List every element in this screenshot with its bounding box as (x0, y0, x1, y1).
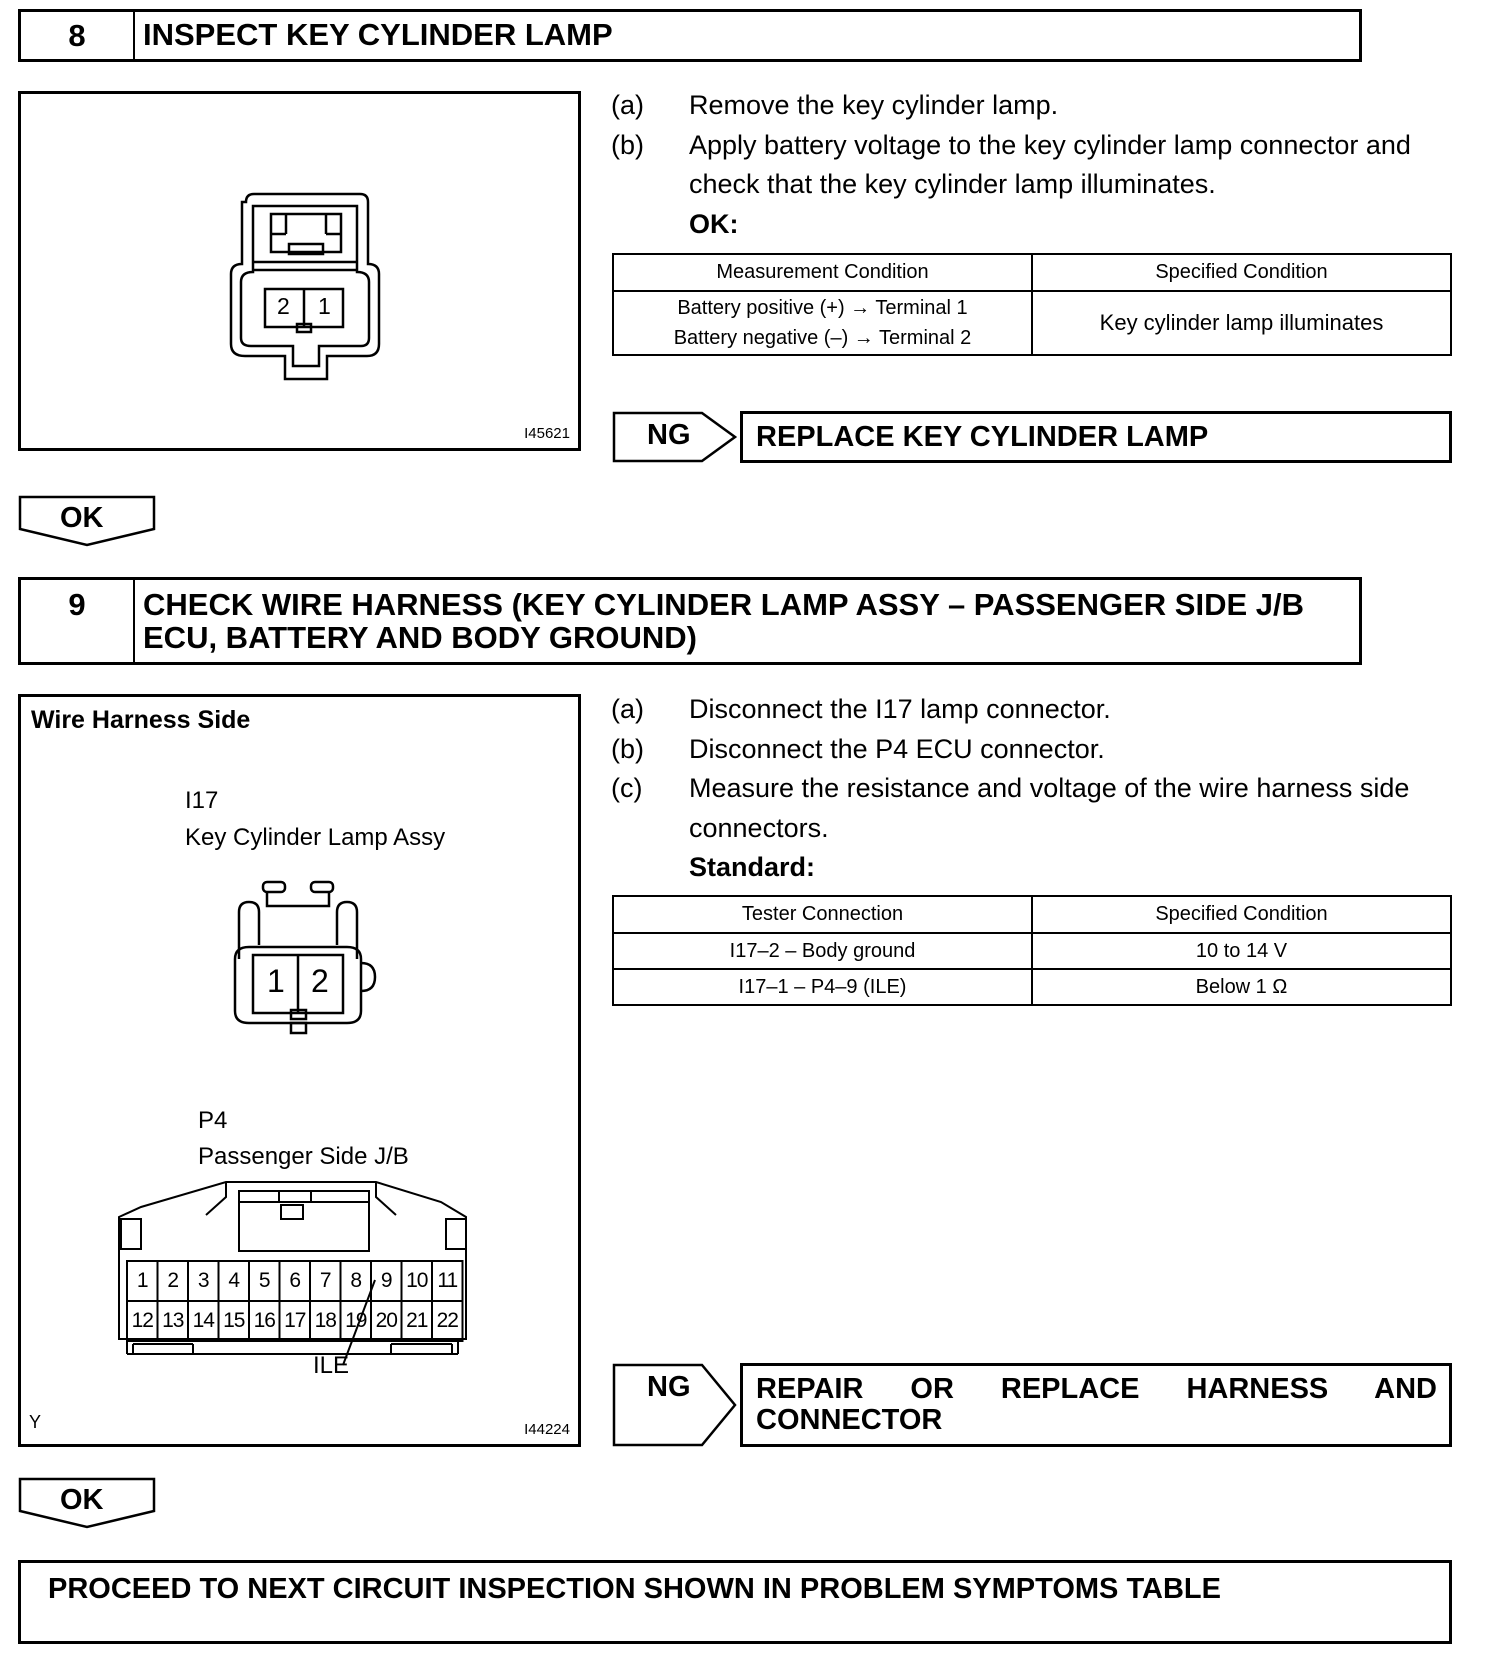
pin-label: ILE (313, 1352, 350, 1379)
pin-number: 5 (258, 1269, 270, 1292)
pin-number: 22 (436, 1309, 458, 1332)
pin-number: 6 (289, 1269, 301, 1292)
terminal-label: 2 (277, 293, 290, 319)
figure-code: I45621 (524, 425, 570, 442)
table-cell: Below 1 Ω (1032, 969, 1451, 1005)
ok-label: OK (60, 502, 104, 534)
terminal-label: 1 (267, 963, 285, 999)
table-cell: Battery positive (+) → Terminal 1 Battery negative (–) → Terminal 2 (613, 291, 1032, 355)
pin-number: 12 (131, 1309, 153, 1332)
figure-code: I44224 (524, 1421, 570, 1438)
step-title: CHECK WIRE HARNESS (KEY CYLINDER LAMP ASSY – PASSENGER SIDE J/B ECU, BATTERY AND BODY GROUND) (143, 587, 1304, 655)
instruction-item: (a) Disconnect the I17 lamp connector. (611, 694, 1111, 724)
pin-number: 15 (223, 1309, 245, 1332)
pin-number: 2 (167, 1269, 179, 1292)
table-header: Specified Condition (1032, 254, 1451, 291)
instruction-item: (c) Measure the resistance and voltage of the wire harness side connectors. (611, 773, 1410, 843)
step9-ng-result: REPAIR OR REPLACE HARNESS AND CONNECTOR (740, 1363, 1452, 1447)
table-header: Measurement Condition (613, 254, 1032, 291)
pin-number: 4 (228, 1269, 240, 1292)
table-row (613, 933, 1451, 969)
standard-label: Standard: (689, 852, 816, 882)
step-number: 9 (21, 580, 135, 662)
instruction-item: (b) Apply battery voltage to the key cylinder lamp connector and check that the key cylinder lamp illuminates. (611, 129, 1411, 199)
connector-id: I17 (185, 787, 219, 814)
table-cell: Key cylinder lamp illuminates (1032, 291, 1451, 355)
table-cell: 10 to 14 V (1032, 933, 1451, 969)
connector-id: P4 (198, 1107, 228, 1134)
step8-ng-result: REPLACE KEY CYLINDER LAMP (740, 411, 1452, 463)
pin-number: 18 (314, 1309, 336, 1332)
corner-label: Y (29, 1412, 42, 1432)
ng-label: NG (647, 1371, 691, 1403)
step9-spec-table (612, 895, 1452, 1006)
pin-number: 3 (197, 1269, 209, 1292)
ok-label: OK: (689, 208, 739, 239)
pin-number: 21 (406, 1309, 428, 1332)
step8-ok-arrow (18, 495, 156, 547)
step8-figure (18, 91, 581, 451)
pin-number: 16 (253, 1309, 275, 1332)
ok-label: OK (60, 1484, 104, 1516)
step9-instructions (611, 690, 1461, 888)
terminal-label: 1 (318, 293, 331, 319)
table-header: Tester Connection (613, 896, 1032, 933)
instruction-item: (b) Disconnect the P4 ECU connector. (611, 733, 1105, 764)
step8-spec-table (612, 253, 1452, 356)
step9-header (18, 577, 1362, 665)
table-cell: I17–1 – P4–9 (ILE) (613, 969, 1032, 1005)
pin-number: 1 (136, 1269, 148, 1292)
pin-number: 20 (375, 1309, 397, 1332)
connector-name: Passenger Side J/B (198, 1143, 409, 1170)
step-number: 8 (21, 12, 135, 59)
pin-number: 11 (437, 1269, 458, 1292)
instruction-item: (a) Remove the key cylinder lamp. (611, 90, 1059, 120)
table-cell: I17–2 – Body ground (613, 933, 1032, 969)
lamp-connector-diagram (21, 94, 578, 448)
pin-number: 8 (350, 1269, 362, 1292)
pin-number: 14 (192, 1309, 214, 1332)
figure-header: Wire Harness Side (31, 706, 251, 734)
step8-ng-arrow (612, 411, 737, 463)
pin-number: 10 (406, 1269, 428, 1292)
table-row (613, 969, 1451, 1005)
pin-number: 17 (284, 1309, 306, 1332)
final-instruction: PROCEED TO NEXT CIRCUIT INSPECTION SHOWN IN PROBLEM SYMPTOMS TABLE (18, 1560, 1452, 1644)
step9-ng-arrow (612, 1363, 737, 1447)
step8-header (18, 9, 1362, 62)
terminal-label: 2 (311, 963, 329, 999)
ng-label: NG (647, 419, 691, 451)
pin-number: 7 (319, 1269, 331, 1292)
pin-number: 13 (162, 1309, 184, 1332)
pin-number: 19 (345, 1309, 367, 1332)
table-header: Specified Condition (1032, 896, 1451, 933)
pin-number: 9 (380, 1269, 392, 1292)
connector-name: Key Cylinder Lamp Assy (185, 824, 446, 851)
step-title: INSPECT KEY CYLINDER LAMP (143, 17, 613, 52)
step8-instructions (611, 86, 1461, 244)
step9-figure (18, 694, 581, 1447)
step9-ok-arrow (18, 1477, 156, 1529)
